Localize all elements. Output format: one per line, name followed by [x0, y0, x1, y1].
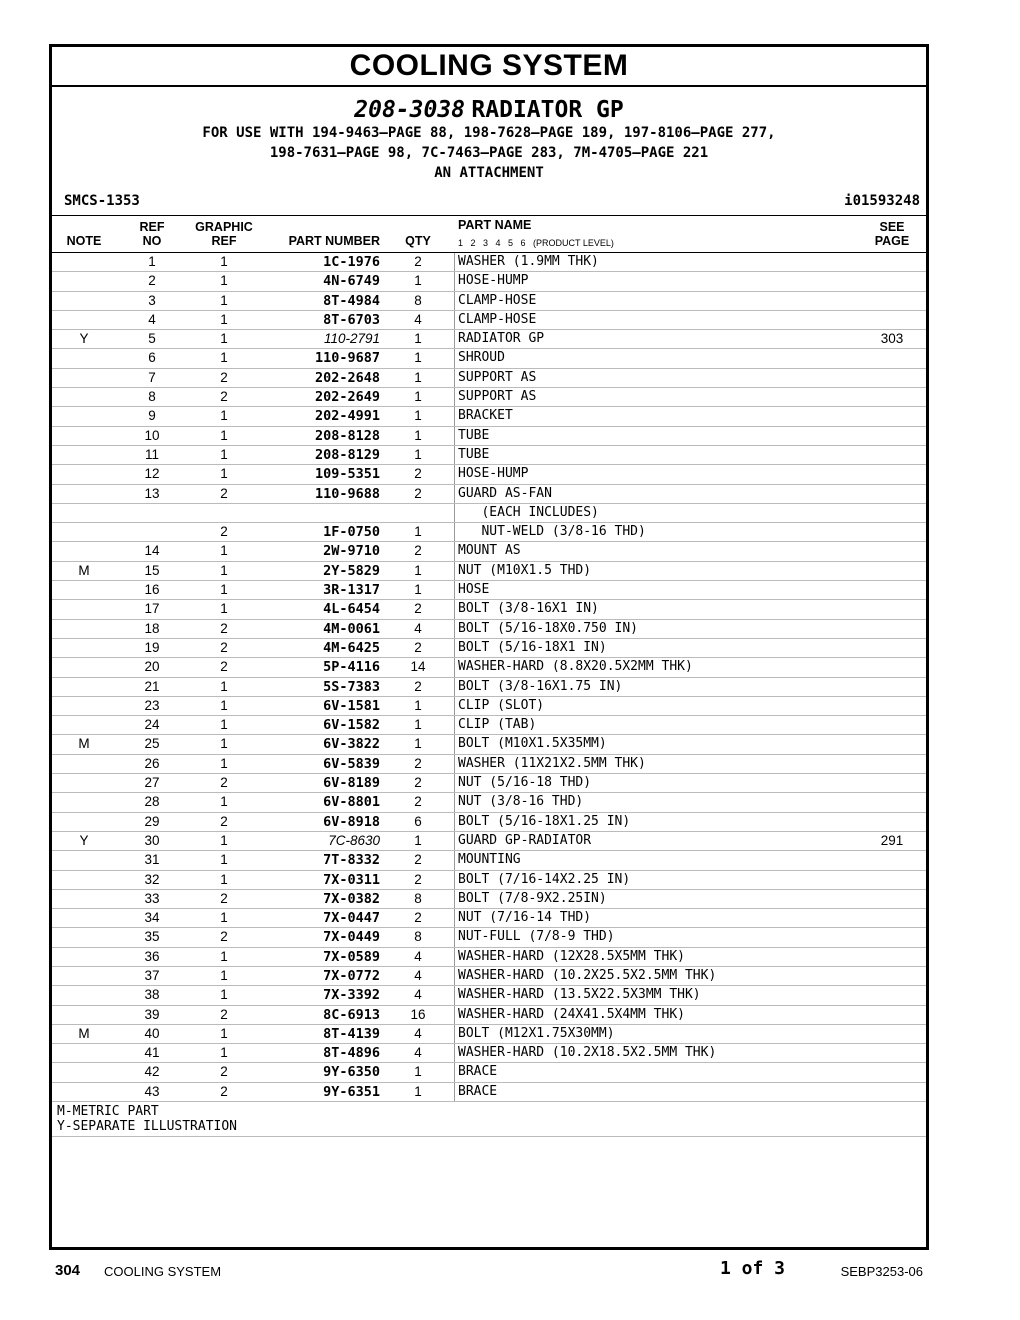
row-graphic-ref: 2 — [220, 485, 228, 501]
row-part-number: 4M-0061 — [323, 620, 380, 637]
col-part-number: PART NUMBER — [288, 234, 380, 248]
row-part-number: 6V-5839 — [323, 755, 380, 772]
row-qty: 4 — [414, 620, 422, 636]
row-ref-no: 39 — [144, 1006, 160, 1022]
smcs-code: SMCS-1353 — [64, 193, 140, 209]
table-row — [52, 639, 926, 658]
row-ref-no: 16 — [144, 582, 160, 598]
row-qty: 1 — [414, 1064, 422, 1080]
row-graphic-ref: 1 — [220, 408, 228, 424]
row-ref-no: 38 — [144, 987, 160, 1003]
row-part-number: 8C-6913 — [323, 1006, 380, 1023]
row-part-name: HOSE — [458, 582, 490, 598]
row-graphic-ref: 1 — [220, 582, 228, 598]
row-part-number: 7X-3392 — [323, 987, 380, 1004]
row-part-number: 7X-0772 — [323, 967, 380, 984]
table-row — [52, 735, 926, 754]
row-part-number: 8T-6703 — [323, 311, 380, 328]
row-part-name: BOLT (7/16-14X2.25 IN) — [458, 871, 631, 887]
row-qty: 1 — [414, 408, 422, 424]
row-qty: 6 — [414, 813, 422, 829]
row-part-number: 7T-8332 — [323, 852, 380, 869]
row-graphic-ref: 2 — [220, 1006, 228, 1022]
row-part-name: MOUNTING — [458, 852, 521, 868]
row-see-page: 303 — [880, 331, 904, 347]
row-part-name: CLIP (TAB) — [458, 717, 537, 733]
row-part-number: 208-8129 — [314, 446, 380, 463]
row-part-number: 110-9687 — [314, 350, 380, 367]
page-frame — [49, 44, 929, 1250]
row-part-name: RADIATOR GP — [458, 331, 545, 347]
row-graphic-ref: 1 — [220, 466, 228, 482]
page-footer — [55, 1258, 925, 1282]
row-part-name: NUT-WELD (3/8-16 THD) — [458, 524, 646, 540]
col-part-name: PART NAME — [458, 218, 532, 232]
row-part-name: BOLT (M12X1.75X30MM) — [458, 1025, 615, 1041]
row-ref-no: 21 — [144, 678, 160, 694]
row-ref-no: 28 — [144, 794, 160, 810]
row-qty: 1 — [414, 350, 422, 366]
row-ref-no: 32 — [144, 871, 160, 887]
table-row — [52, 986, 926, 1005]
row-graphic-ref: 1 — [220, 350, 228, 366]
row-qty: 4 — [414, 311, 422, 327]
table-row — [52, 1025, 926, 1044]
row-ref-no: 7 — [148, 369, 156, 385]
row-graphic-ref: 2 — [220, 1083, 228, 1099]
row-qty: 4 — [414, 987, 422, 1003]
row-note: M — [78, 1025, 90, 1041]
table-row — [52, 774, 926, 793]
row-part-name: WASHER-HARD (8.8X20.5X2MM THK) — [458, 659, 693, 675]
row-part-number: 7X-0447 — [323, 910, 380, 927]
table-row — [52, 407, 926, 426]
row-qty: 16 — [410, 1006, 426, 1022]
illustration-id: i01593248 — [844, 193, 920, 209]
smcs-row — [52, 189, 926, 211]
row-ref-no: 17 — [144, 601, 160, 617]
row-part-number: 6V-8801 — [323, 794, 380, 811]
table-row — [52, 967, 926, 986]
row-graphic-ref: 1 — [220, 755, 228, 771]
row-graphic-ref: 1 — [220, 948, 228, 964]
row-qty: 2 — [414, 910, 422, 926]
row-part-number: 7X-0382 — [323, 890, 380, 907]
table-row — [52, 678, 926, 697]
table-row — [52, 523, 926, 542]
table-row — [52, 446, 926, 465]
row-part-number: 110-9688 — [314, 485, 380, 502]
row-part-number: 1F-0750 — [323, 524, 380, 541]
row-graphic-ref: 2 — [220, 659, 228, 675]
row-ref-no: 30 — [144, 832, 160, 848]
row-ref-no: 13 — [144, 485, 160, 501]
row-qty: 1 — [414, 582, 422, 598]
row-qty: 1 — [414, 524, 422, 540]
row-part-number: 9Y-6350 — [323, 1064, 380, 1081]
row-graphic-ref: 1 — [220, 910, 228, 926]
col-see-top: SEE — [879, 220, 905, 234]
row-qty: 2 — [414, 466, 422, 482]
table-row — [52, 890, 926, 909]
table-row — [52, 909, 926, 928]
row-part-number: 5S-7383 — [323, 678, 380, 695]
table-row — [52, 658, 926, 677]
use-with-line-1: FOR USE WITH 194-9463—PAGE 88, 198-7628—PAGE 189, 197-8106—PAGE 277, — [202, 125, 776, 141]
row-part-number: 4L-6454 — [323, 601, 380, 618]
row-ref-no: 5 — [148, 331, 156, 347]
table-row — [52, 832, 926, 851]
row-part-name: BOLT (5/16-18X1.25 IN) — [458, 813, 631, 829]
row-part-name: WASHER-HARD (13.5X22.5X3MM THK) — [458, 987, 701, 1003]
use-with-line-2: 198-7631—PAGE 98, 7C-7463—PAGE 283, 7M-4705—PAGE 221 — [269, 145, 709, 161]
table-row — [52, 1044, 926, 1063]
row-qty: 8 — [414, 929, 422, 945]
col-ref-bottom: NO — [142, 234, 162, 248]
table-row — [52, 311, 926, 330]
row-part-number: 6V-1582 — [323, 717, 380, 734]
table-row — [52, 1083, 926, 1102]
table-row — [52, 581, 926, 600]
row-ref-no: 36 — [144, 948, 160, 964]
row-ref-no: 4 — [148, 311, 156, 327]
table-row — [52, 369, 926, 388]
row-part-number: 3R-1317 — [323, 582, 380, 599]
row-part-name: CLAMP-HOSE — [458, 311, 537, 327]
row-part-name: NUT (M10X1.5 THD) — [458, 562, 592, 578]
row-graphic-ref: 1 — [220, 987, 228, 1003]
row-qty: 1 — [414, 389, 422, 405]
col-graphic-bottom: REF — [211, 234, 237, 248]
row-ref-no: 43 — [144, 1083, 160, 1099]
row-graphic-ref: 1 — [220, 871, 228, 887]
row-part-name: TUBE — [458, 427, 490, 443]
col-qty: QTY — [405, 234, 431, 248]
row-part-number: 202-2649 — [314, 389, 380, 406]
row-ref-no: 25 — [144, 736, 160, 752]
row-graphic-ref: 2 — [220, 1064, 228, 1080]
row-qty: 1 — [414, 331, 422, 347]
row-ref-no: 23 — [144, 697, 160, 713]
row-part-name: WASHER-HARD (12X28.5X5MM THK) — [458, 948, 685, 964]
use-with-line-3: AN ATTACHMENT — [434, 165, 544, 181]
row-part-name: WASHER-HARD (24X41.5X4MM THK) — [458, 1006, 685, 1022]
row-note: M — [78, 736, 90, 752]
row-part-name: GUARD GP-RADIATOR — [458, 832, 592, 848]
table-row — [52, 504, 926, 523]
row-qty: 2 — [414, 254, 422, 269]
row-qty: 1 — [414, 427, 422, 443]
row-ref-no: 1 — [148, 254, 156, 269]
col-ref-top: REF — [139, 220, 165, 234]
row-part-number: 2Y-5829 — [323, 562, 380, 579]
row-graphic-ref: 2 — [220, 813, 228, 829]
row-graphic-ref: 1 — [220, 967, 228, 983]
row-ref-no: 20 — [144, 659, 160, 675]
row-graphic-ref: 1 — [220, 446, 228, 462]
row-graphic-ref: 2 — [220, 775, 228, 791]
row-part-name: BOLT (3/8-16X1 IN) — [458, 601, 599, 617]
row-qty: 1 — [414, 832, 422, 848]
row-part-number: 6V-1581 — [323, 697, 380, 714]
row-part-name: CLIP (SLOT) — [458, 697, 545, 713]
row-ref-no: 6 — [148, 350, 156, 366]
row-part-number: 5P-4116 — [323, 659, 380, 676]
row-ref-no: 3 — [148, 292, 156, 308]
row-ref-no: 11 — [144, 446, 159, 462]
table-row — [52, 813, 926, 832]
row-ref-no: 19 — [144, 639, 160, 655]
row-part-name: BOLT (M10X1.5X35MM) — [458, 736, 607, 752]
row-graphic-ref: 1 — [220, 852, 228, 868]
table-row — [52, 349, 926, 368]
row-note: M — [78, 562, 90, 578]
table-header — [52, 215, 926, 253]
row-ref-no: 35 — [144, 929, 160, 945]
row-graphic-ref: 1 — [220, 794, 228, 810]
table-row — [52, 793, 926, 812]
row-part-name: NUT (7/16-14 THD) — [458, 910, 592, 926]
row-qty: 8 — [414, 292, 422, 308]
row-part-name: WASHER (1.9MM THK) — [458, 254, 599, 269]
row-qty: 1 — [414, 717, 422, 733]
row-graphic-ref: 1 — [220, 697, 228, 713]
row-part-number: 6V-8189 — [323, 775, 380, 792]
table-row — [52, 871, 926, 890]
row-qty: 1 — [414, 562, 422, 578]
table-row — [52, 755, 926, 774]
row-part-name: BOLT (5/16-18X1 IN) — [458, 639, 607, 655]
row-part-name: SUPPORT AS — [458, 389, 537, 405]
row-qty: 2 — [414, 871, 422, 887]
row-qty: 2 — [414, 601, 422, 617]
row-part-name: SUPPORT AS — [458, 369, 537, 385]
row-part-number: 110-2791 — [323, 331, 380, 347]
row-part-number: 202-4991 — [314, 408, 380, 425]
row-part-name: BOLT (5/16-18X0.750 IN) — [458, 620, 639, 636]
table-row — [52, 928, 926, 947]
row-qty: 4 — [414, 1025, 422, 1041]
row-graphic-ref: 2 — [220, 890, 228, 906]
row-ref-no: 27 — [144, 775, 160, 791]
row-graphic-ref: 1 — [220, 562, 228, 578]
row-part-number: 1C-1976 — [323, 254, 380, 270]
row-part-name: BOLT (7/8-9X2.25IN) — [458, 890, 607, 906]
row-part-number: 6V-8918 — [323, 813, 380, 830]
col-product-level: 1 2 3 4 5 6 (PRODUCT LEVEL) — [458, 238, 614, 248]
row-part-number: 6V-3822 — [323, 736, 380, 753]
row-ref-no: 9 — [148, 408, 156, 424]
row-part-number: 7X-0311 — [323, 871, 380, 888]
row-graphic-ref: 1 — [220, 427, 228, 443]
row-part-number: 109-5351 — [314, 466, 380, 483]
row-qty: 1 — [414, 369, 422, 385]
row-ref-no: 18 — [144, 620, 160, 636]
row-part-name: (EACH INCLUDES) — [458, 504, 599, 520]
row-graphic-ref: 2 — [220, 639, 228, 655]
row-graphic-ref: 1 — [220, 832, 228, 848]
row-qty: 2 — [414, 755, 422, 771]
row-part-number: 7X-0449 — [323, 929, 380, 946]
row-ref-no: 33 — [144, 890, 160, 906]
row-ref-no: 2 — [148, 273, 156, 289]
table-row — [52, 697, 926, 716]
row-part-name: HOSE-HUMP — [458, 273, 529, 289]
col-see-bottom: PAGE — [874, 234, 910, 248]
row-part-name: NUT-FULL (7/8-9 THD) — [458, 929, 615, 945]
row-see-page: 291 — [880, 832, 904, 848]
table-row — [52, 485, 926, 504]
row-part-number: 8T-4139 — [323, 1025, 380, 1042]
row-part-name: NUT (5/16-18 THD) — [458, 775, 592, 791]
row-qty: 2 — [414, 852, 422, 868]
notes-block — [52, 1102, 926, 1137]
footer-page-number: 304 — [55, 1262, 81, 1279]
table-row — [52, 292, 926, 311]
row-ref-no: 42 — [144, 1064, 160, 1080]
row-part-number: 8T-4984 — [323, 292, 380, 309]
table-row — [52, 1006, 926, 1025]
row-part-name: HOSE-HUMP — [458, 466, 529, 482]
row-ref-no: 31 — [144, 852, 160, 868]
row-part-number: 2W-9710 — [323, 543, 380, 560]
row-qty: 2 — [414, 639, 422, 655]
table-row — [52, 388, 926, 407]
row-graphic-ref: 1 — [220, 717, 228, 733]
row-part-name: WASHER-HARD (10.2X25.5X2.5MM THK) — [458, 967, 717, 983]
group-number: 208-3038 — [354, 97, 466, 123]
row-qty: 4 — [414, 948, 422, 964]
row-part-name: MOUNT AS — [458, 543, 521, 559]
footer-page-of: 1 of 3 — [720, 1258, 786, 1279]
table-row — [52, 1063, 926, 1082]
footer-doc-number: SEBP3253-06 — [840, 1264, 923, 1279]
row-graphic-ref: 1 — [220, 736, 228, 752]
table-row — [52, 562, 926, 581]
row-ref-no: 37 — [144, 967, 160, 983]
row-graphic-ref: 1 — [220, 543, 228, 559]
row-note: Y — [79, 331, 89, 347]
row-part-number: 202-2648 — [314, 369, 380, 386]
row-part-number: 9Y-6351 — [323, 1083, 380, 1100]
row-ref-no: 8 — [148, 389, 156, 405]
row-qty: 2 — [414, 485, 422, 501]
row-part-number: 7X-0589 — [323, 948, 380, 965]
row-part-name: WASHER-HARD (10.2X18.5X2.5MM THK) — [458, 1045, 717, 1061]
group-name: RADIATOR GP — [471, 97, 624, 123]
row-graphic-ref: 2 — [220, 369, 228, 385]
row-graphic-ref: 2 — [220, 524, 228, 540]
col-note: NOTE — [66, 234, 102, 248]
row-part-name: BRACE — [458, 1083, 498, 1099]
row-part-number: 4M-6425 — [323, 639, 380, 656]
table-row — [52, 620, 926, 639]
row-part-name: BRACE — [458, 1064, 498, 1080]
row-ref-no: 12 — [144, 466, 160, 482]
row-qty: 2 — [414, 794, 422, 810]
row-graphic-ref: 1 — [220, 678, 228, 694]
row-part-number: 7C-8630 — [328, 832, 380, 848]
row-ref-no: 29 — [144, 813, 160, 829]
row-qty: 1 — [414, 736, 422, 752]
table-row — [52, 600, 926, 619]
row-graphic-ref: 1 — [220, 601, 228, 617]
row-ref-no: 26 — [144, 755, 160, 771]
table-row — [52, 272, 926, 291]
row-ref-no: 41 — [144, 1045, 160, 1061]
row-ref-no: 40 — [144, 1025, 160, 1041]
row-part-number: 208-8128 — [314, 427, 380, 444]
table-row — [52, 427, 926, 446]
row-qty: 2 — [414, 678, 422, 694]
row-qty: 1 — [414, 697, 422, 713]
table-row — [52, 330, 926, 349]
col-graphic-top: GRAPHIC — [195, 220, 253, 234]
footer-section: COOLING SYSTEM — [104, 1264, 222, 1279]
row-ref-no: 14 — [144, 543, 160, 559]
row-graphic-ref: 1 — [220, 311, 228, 327]
row-graphic-ref: 1 — [220, 1025, 228, 1041]
table-row — [52, 716, 926, 735]
row-part-name: NUT (3/8-16 THD) — [458, 794, 584, 810]
row-ref-no: 24 — [144, 717, 160, 733]
table-row — [52, 542, 926, 561]
row-part-number: 8T-4896 — [323, 1045, 380, 1062]
row-qty: 4 — [414, 1045, 422, 1061]
row-qty: 14 — [410, 659, 426, 675]
row-qty: 2 — [414, 775, 422, 791]
table-row — [52, 851, 926, 870]
row-part-name: GUARD AS-FAN — [458, 485, 552, 501]
row-qty: 2 — [414, 543, 422, 559]
row-graphic-ref: 1 — [220, 292, 228, 308]
note-separate: Y-SEPARATE ILLUSTRATION — [57, 1119, 238, 1135]
parts-table — [52, 253, 926, 1102]
row-part-name: SHROUD — [458, 350, 505, 366]
row-graphic-ref: 2 — [220, 620, 228, 636]
row-part-name: WASHER (11X21X2.5MM THK) — [458, 755, 646, 771]
row-graphic-ref: 1 — [220, 273, 228, 289]
row-note: Y — [79, 832, 89, 848]
table-row — [52, 465, 926, 484]
row-graphic-ref: 1 — [220, 254, 228, 269]
row-qty: 4 — [414, 967, 422, 983]
row-qty: 1 — [414, 273, 422, 289]
row-ref-no: 15 — [144, 562, 160, 578]
row-ref-no: 34 — [144, 910, 160, 926]
section-title: COOLING SYSTEM — [52, 47, 926, 87]
row-graphic-ref: 2 — [220, 389, 228, 405]
row-ref-no: 10 — [144, 427, 160, 443]
group-title — [52, 95, 926, 123]
row-graphic-ref: 1 — [220, 331, 228, 347]
row-part-name: BOLT (3/8-16X1.75 IN) — [458, 678, 623, 694]
row-graphic-ref: 2 — [220, 929, 228, 945]
row-part-name: CLAMP-HOSE — [458, 292, 537, 308]
row-part-name: TUBE — [458, 446, 490, 462]
row-part-name: BRACKET — [458, 408, 513, 424]
row-qty: 1 — [414, 446, 422, 462]
row-qty: 8 — [414, 890, 422, 906]
row-graphic-ref: 1 — [220, 1045, 228, 1061]
table-row — [52, 948, 926, 967]
row-qty: 1 — [414, 1083, 422, 1099]
table-row — [52, 253, 926, 272]
note-metric: M-METRIC PART — [57, 1104, 159, 1120]
row-part-number: 4N-6749 — [323, 273, 380, 290]
